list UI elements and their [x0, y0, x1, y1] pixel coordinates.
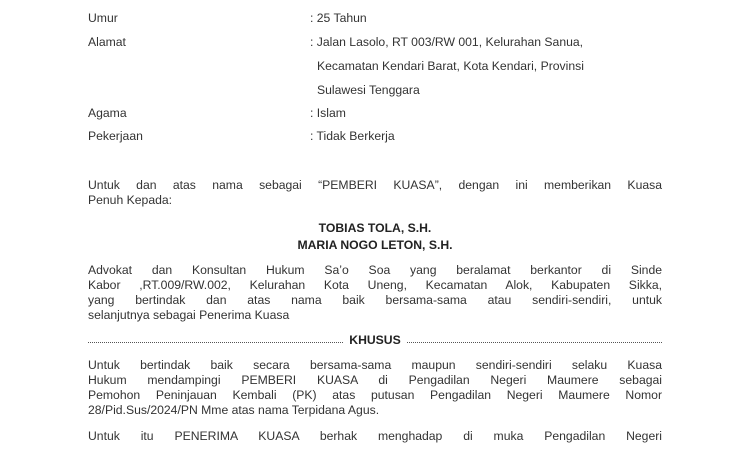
label-umur: Umur	[88, 11, 118, 25]
label-alamat: Alamat	[88, 35, 126, 49]
dotted-line	[407, 342, 662, 343]
attorney-name: TOBIAS TOLA, S.H.	[318, 221, 432, 235]
text-line: Kabor ,RT.009/RW.002, Kelurahan Kota Uneng, Kecamatan Alok, Kabupaten Sikka,	[88, 278, 662, 292]
value-alamat: : Jalan Lasolo, RT 003/RW 001, Kelurahan Sanua,	[310, 35, 584, 49]
text-line: Pemohon Peninjauan Kembali (PK) atas putusan Pengadilan Negeri Maumere Nomor	[88, 388, 662, 402]
value-umur: : 25 Tahun	[310, 11, 367, 25]
text-line: yang bertindak dan atas nama baik bersama-sama atau sendiri-sendiri, untuk	[88, 293, 662, 307]
attorney-name: MARIA NOGO LETON, S.H.	[297, 238, 453, 252]
section-separator	[88, 333, 662, 347]
text-line: Untuk dan atas nama sebagai “PEMBERI KUASA”, dengan ini memberikan Kuasa	[88, 178, 662, 192]
label-pekerjaan: Pekerjaan	[88, 129, 143, 143]
section-title: KHUSUS	[349, 333, 401, 347]
text-line: Penuh Kepada:	[88, 193, 173, 207]
text-line: Untuk bertindak baik secara bersama-sama maupun sendiri-sendiri selaku Kuasa	[88, 358, 662, 372]
dotted-line	[88, 342, 343, 343]
value-alamat-line3: Sulawesi Tenggara	[317, 83, 420, 97]
text-line: 28/Pid.Sus/2024/PN Mme atas nama Terpidana Agus.	[88, 403, 380, 417]
text-line: selanjutnya sebagai Penerima Kuasa	[88, 308, 290, 322]
label-agama: Agama	[88, 106, 127, 120]
text-line: Hukum mendampingi PEMBERI KUASA di Pengadilan Negeri Maumere sebagai	[88, 373, 662, 387]
text-line: Advokat dan Konsultan Hukum Sa’o Soa yang beralamat berkantor di Sinde	[88, 263, 662, 277]
value-agama: : Islam	[310, 106, 346, 120]
text-line: Untuk itu PENERIMA KUASA berhak menghadap di muka Pengadilan Negeri	[88, 429, 662, 443]
value-pekerjaan: : Tidak Berkerja	[310, 129, 395, 143]
value-alamat-line2: Kecamatan Kendari Barat, Kota Kendari, Provinsi	[317, 59, 584, 73]
